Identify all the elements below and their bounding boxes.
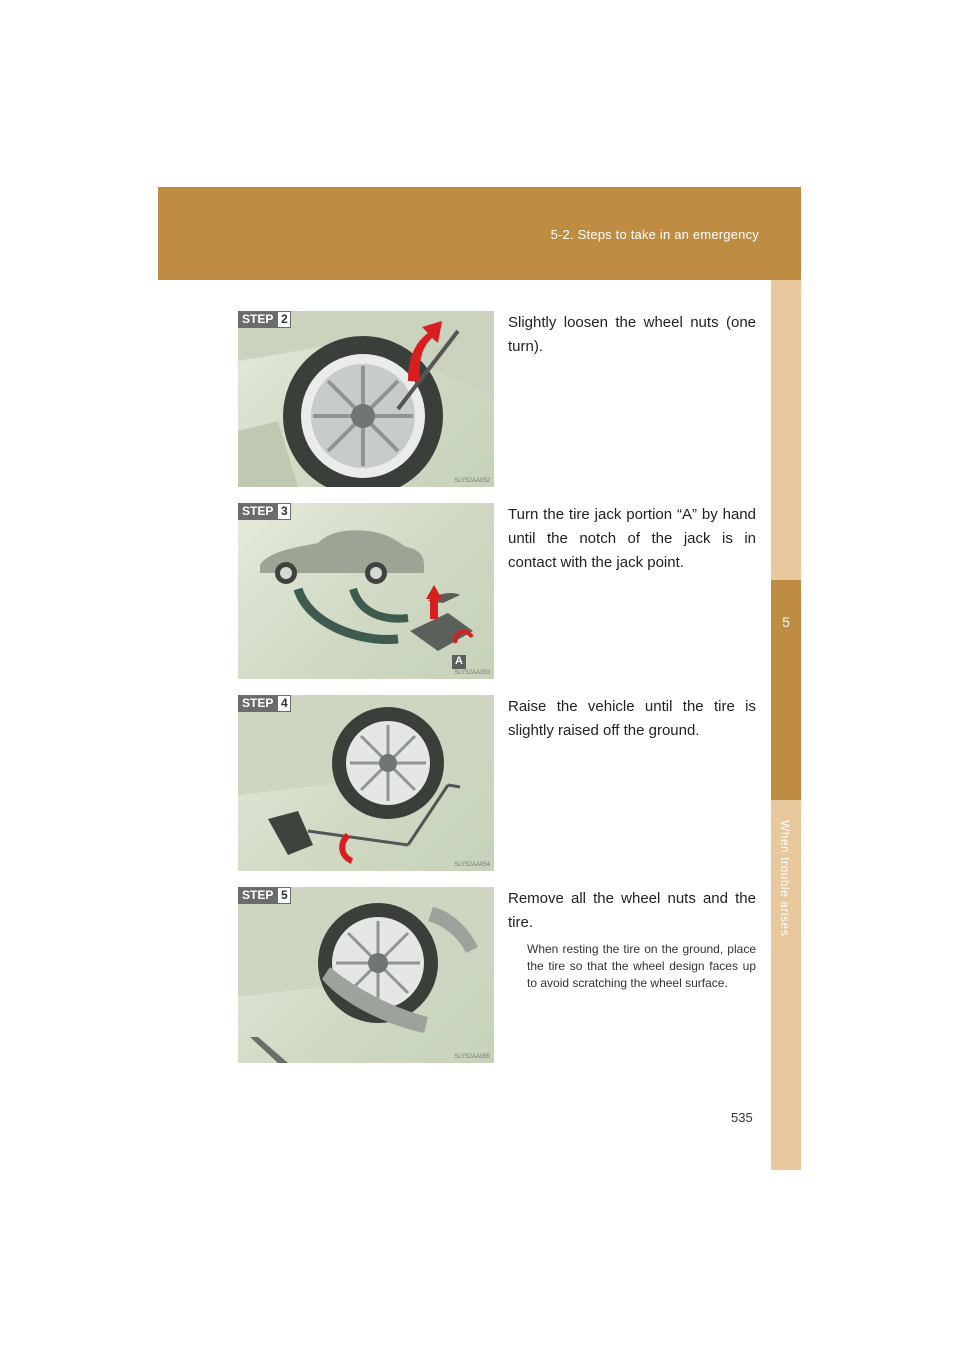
step-badge — [238, 503, 291, 520]
step-badge-number: 2 — [277, 311, 291, 328]
step-instruction: Raise the vehicle until the tire is slightly raised off the ground. — [508, 698, 756, 739]
image-code: SLY52AA052 — [454, 478, 490, 484]
image-code: SLY52AA053 — [454, 670, 490, 676]
callout-a: A — [455, 655, 463, 667]
step-badge — [238, 311, 291, 328]
step-badge-word: STEP — [238, 311, 277, 328]
step-5-illustration — [238, 887, 494, 1063]
step-3-illustration — [238, 503, 494, 679]
step-instruction: Slightly loosen the wheel nuts (one turn). — [508, 314, 756, 355]
step-badge-word: STEP — [238, 503, 277, 520]
step-badge-word: STEP — [238, 887, 277, 904]
step-4-illustration — [238, 695, 494, 871]
remove-tire-illustration — [238, 887, 494, 1063]
step-note: When resting the tire on the ground, place the tire so that the wheel design faces up to avoid scratching the wheel surface. — [527, 942, 756, 990]
step-badge-number: 4 — [277, 695, 291, 712]
step-badge — [238, 695, 291, 712]
chapter-label: When trouble arises — [778, 820, 792, 937]
page-number: 535 — [731, 1110, 753, 1125]
header-band — [158, 187, 801, 280]
chapter-tab — [771, 580, 801, 800]
step-badge-number: 5 — [277, 887, 291, 904]
step-badge-number: 3 — [277, 503, 291, 520]
step-instruction: Turn the tire jack portion “A” by hand until the notch of the jack is in contact with the jack point. — [508, 506, 756, 571]
image-code: SLY52AA054 — [454, 862, 490, 868]
step-instruction: Remove all the wheel nuts and the tire. — [508, 890, 756, 931]
jack-position-illustration — [238, 503, 494, 679]
section-title: 5-2. Steps to take in an emergency — [550, 227, 759, 242]
step-2-illustration — [238, 311, 494, 487]
image-code: SLY52AA055 — [454, 1054, 490, 1060]
step-badge-word: STEP — [238, 695, 277, 712]
step-badge — [238, 887, 291, 904]
chapter-number: 5 — [782, 614, 790, 630]
loosen-wheel-nuts-illustration — [238, 311, 494, 487]
raise-vehicle-illustration — [238, 695, 494, 871]
